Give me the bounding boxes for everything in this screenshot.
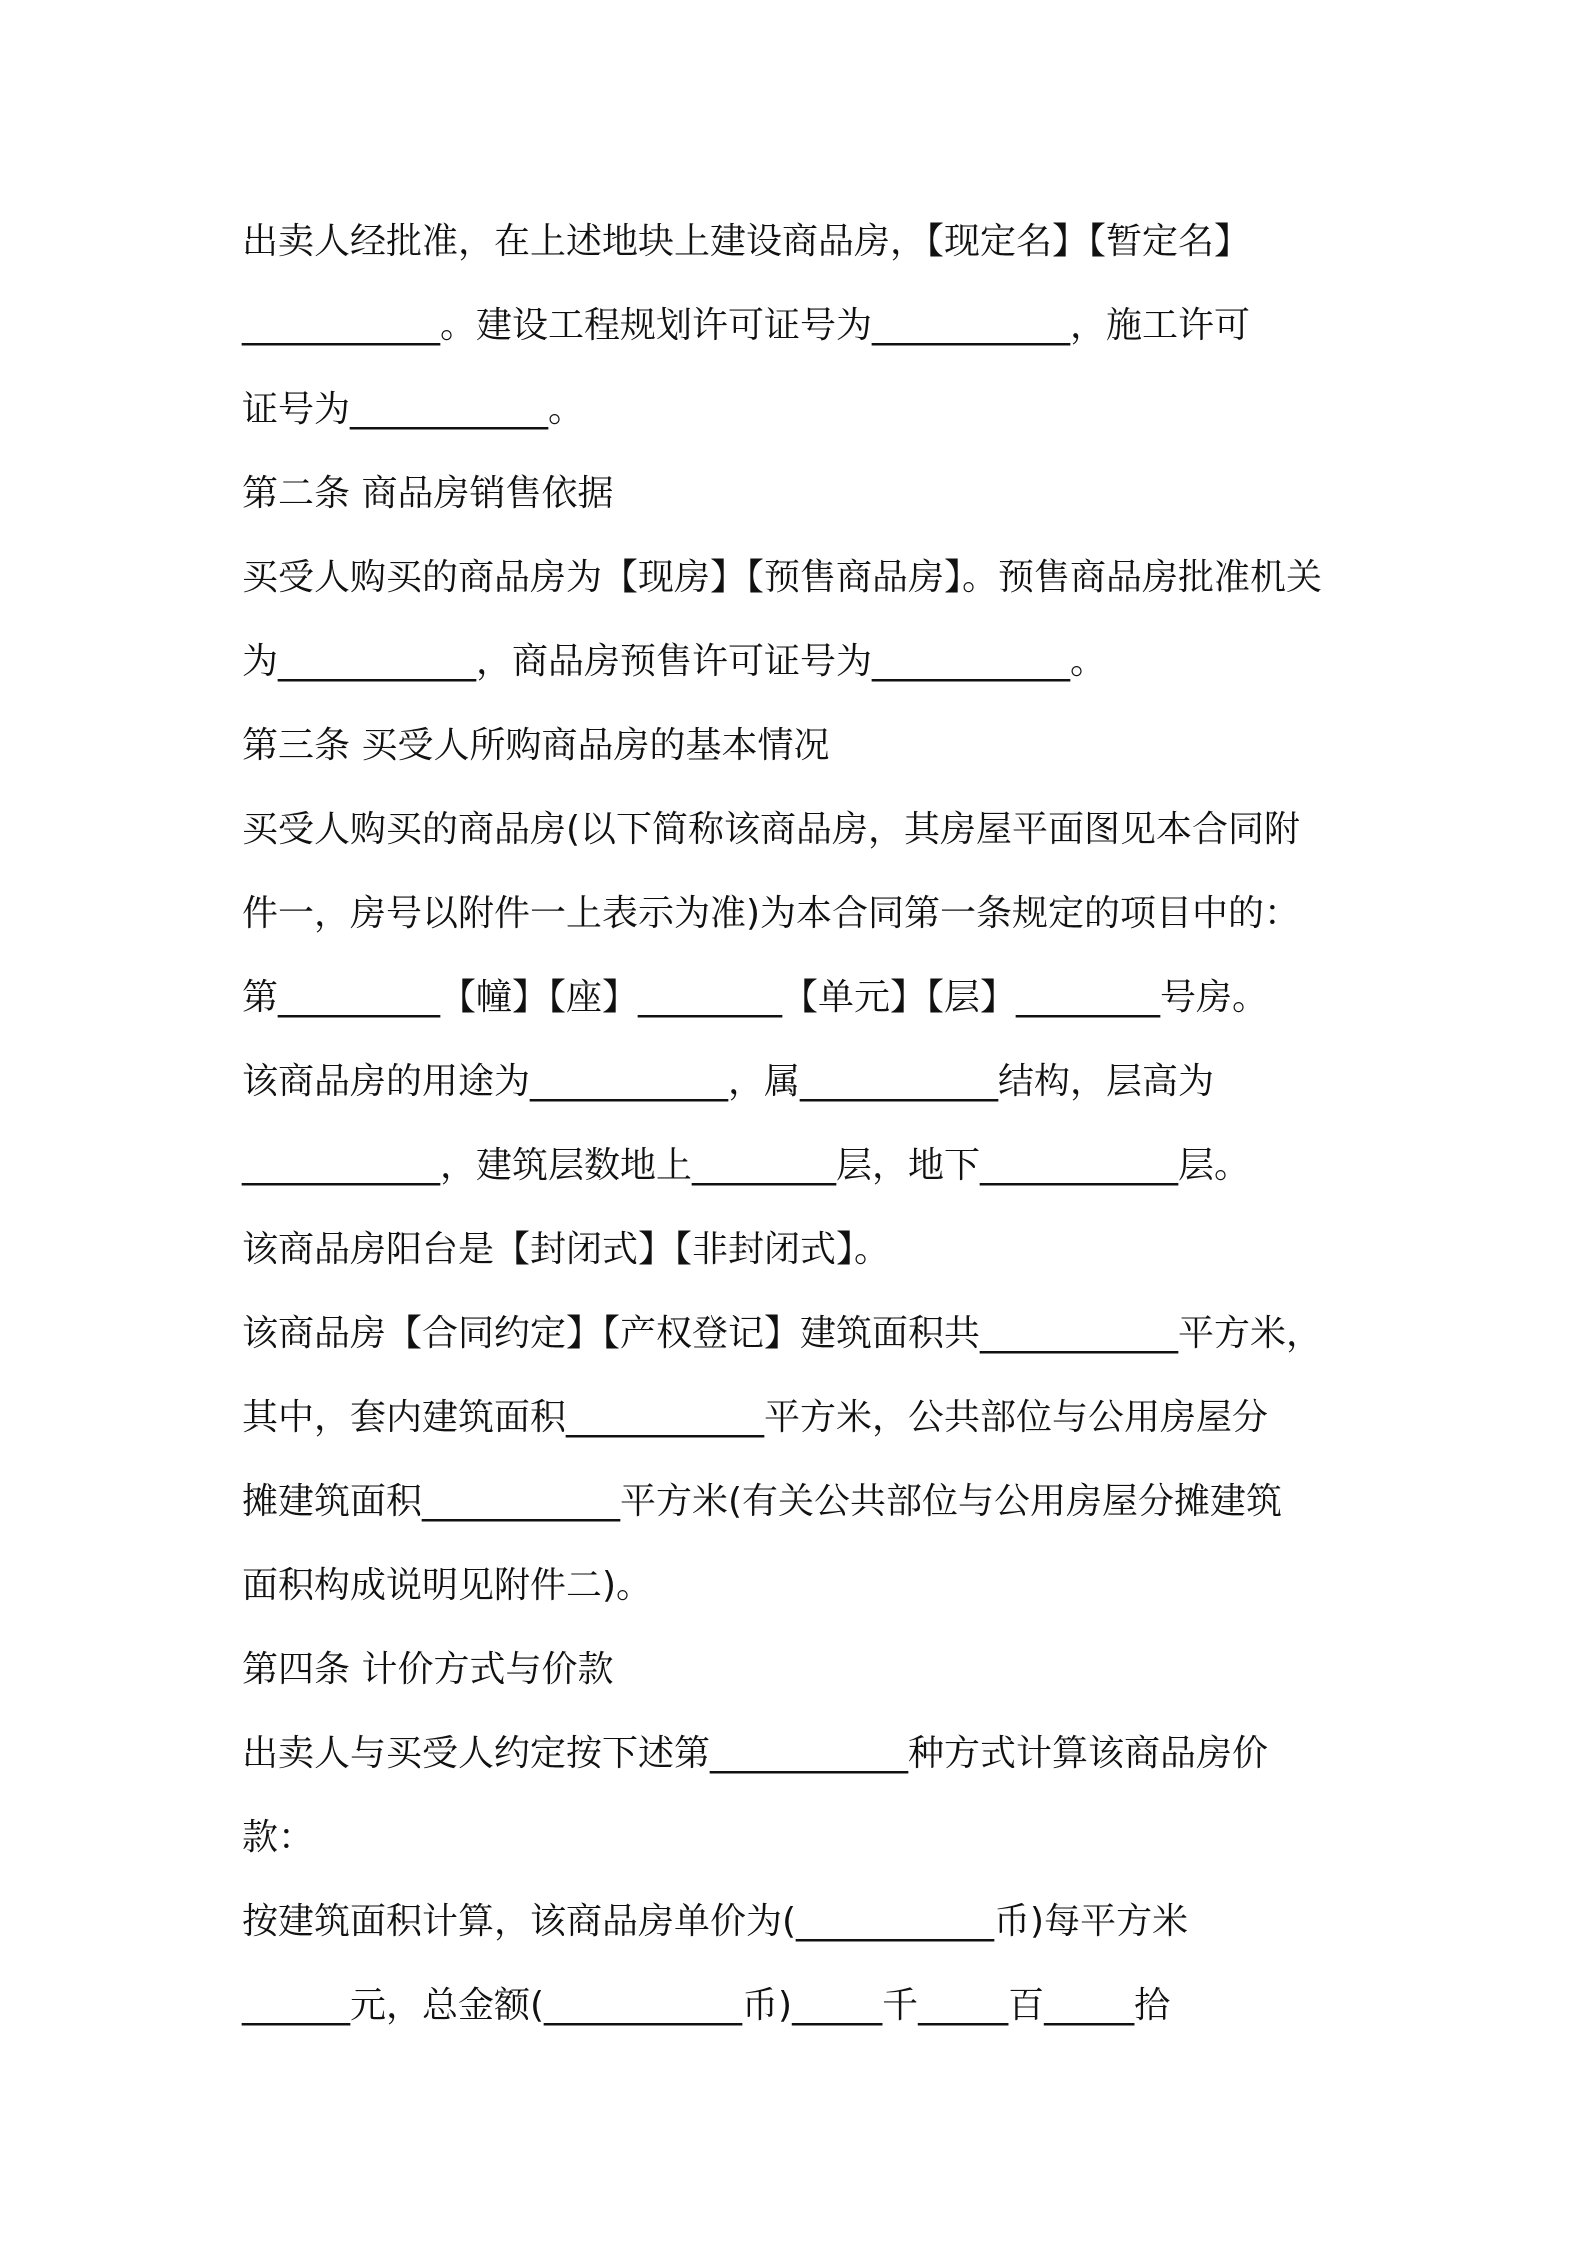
paragraph-line: ______元，总金额(___________币)_____千_____百_____拾 — [242, 1985, 1171, 2026]
paragraph-line: ___________，建筑层数地上________层，地下___________层。 — [242, 1145, 1251, 1186]
paragraph-line: 证号为___________。 — [242, 389, 585, 430]
paragraph-line: 买受人购买的商品房为【现房】【预售商品房】。预售商品房批准机关 — [242, 557, 1323, 598]
paragraph-line: 其中，套内建筑面积___________平方米，公共部位与公用房屋分 — [242, 1397, 1269, 1438]
paragraph-line: 第_________【幢】【座】________【单元】【层】________号房。 — [242, 977, 1269, 1018]
paragraph-line: 件一，房号以附件一上表示为准)为本合同第一条规定的项目中的： — [242, 893, 1301, 934]
paragraph-line: 摊建筑面积___________平方米(有关公共部位与公用房屋分摊建筑 — [242, 1481, 1283, 1522]
paragraph-line: 按建筑面积计算，该商品房单价为(___________币)每平方米 — [242, 1901, 1189, 1942]
paragraph-line: ___________。建设工程规划许可证号为___________，施工许可 — [242, 305, 1251, 346]
paragraph-line: 出卖人经批准，在上述地块上建设商品房，【现定名】【暂定名】 — [242, 221, 1251, 262]
section-heading: 第四条 计价方式与价款 — [242, 1649, 614, 1690]
document-body — [242, 200, 1362, 2048]
paragraph-line: 款： — [242, 1817, 315, 1858]
paragraph-line: 面积构成说明见附件二)。 — [242, 1565, 653, 1606]
section-heading: 第二条 商品房销售依据 — [242, 473, 614, 514]
paragraph-line: 出卖人与买受人约定按下述第___________种方式计算该商品房价 — [242, 1733, 1269, 1774]
section-heading: 第三条 买受人所购商品房的基本情况 — [242, 725, 830, 766]
paragraph-line: 该商品房【合同约定】【产权登记】建筑面积共___________平方米， — [242, 1313, 1323, 1354]
paragraph-line: 为___________，商品房预售许可证号为___________。 — [242, 641, 1107, 682]
paragraph-line: 该商品房阳台是【封闭式】【非封闭式】。 — [242, 1229, 891, 1270]
paragraph-line: 买受人购买的商品房(以下简称该商品房，其房屋平面图见本合同附 — [242, 809, 1301, 850]
paragraph-line: 该商品房的用途为___________，属___________结构，层高为 — [242, 1061, 1215, 1102]
